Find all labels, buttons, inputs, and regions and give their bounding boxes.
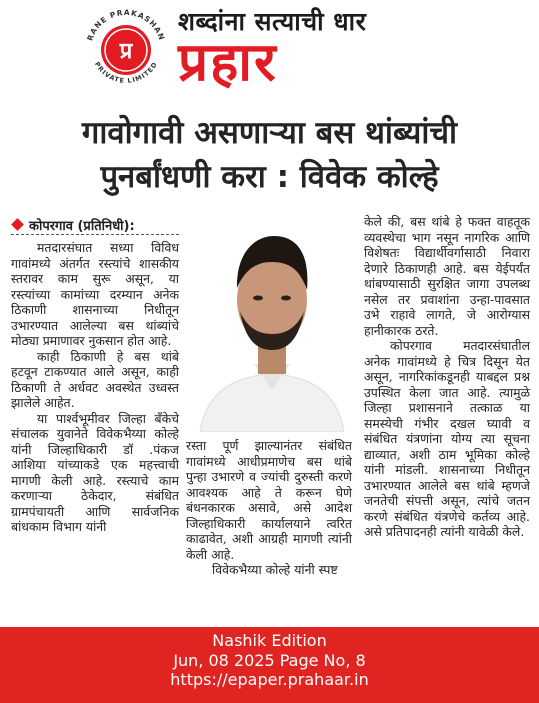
dateline (11, 216, 181, 234)
col2-paragraph: रस्ता पूर्ण झाल्यानंतर संबंधित गावांमध्ये आधीप्रमाणेच बस थांबे पुन्हा उभारणे व ज्यांची दुरुस्ती करणे आवश्यक आहे ते करून घेणे बंधनकारक असावे, असे आदेश जिल्हाधिकारी कार्यालयाने त्वरित काढावेत, अशी आग्रही मागणी त्यांनी केली आहे. (186, 438, 352, 562)
dateline-rule (11, 234, 179, 235)
col3-paragraph: केले की, बस थांबे हे फक्त वाहतूक व्यवस्थेचा भाग नसून नागरिक आणि विशेषतः विद्यार्थीवर्गासाठी निवारा देणारे ठिकाणही आहे. बस येईपर्यंत थांबण्यासाठी सुरक्षित जागा उपलब्ध नसेल तर प्रवाशांना उन्हा-पावसात उभे राहावे लागते, जे आरोग्यास हानीकारक ठरते. (364, 214, 530, 338)
svg-text:RANE PRAKASHAN: RANE PRAKASHAN (85, 7, 167, 42)
col1-paragraph: काही ठिकाणी हे बस थांबे हटवून टाकण्यात आले असून, काही ठिकाणी ते अर्धवट अवस्थेत उध्वस्त झालेले आहेत. (11, 348, 179, 410)
epaper-url[interactable]: https://epaper.prahaar.in (170, 670, 369, 689)
dateline-text: कोपरगाव (प्रतिनिधी): (29, 219, 135, 234)
masthead-brand: प्रहार (178, 32, 278, 93)
edition-footer (0, 627, 539, 703)
col3-paragraph: कोपरगाव मतदारसंघातील अनेक गावांमध्ये हे चित्र दिसून येत असून, नागरिकांकडूनही याबद्दल प्रश्न उपस्थित केला जात आहे. त्यामुळे जिल्हा प्रशासनाने तत्काळ या समस्येची गंभीर दखल घ्यावी व संबंधित यंत्रणांना योग्य त्या सूचना द्याव्यात, अशी ठाम भूमिका कोल्हे यांनी मांडली. शासनाच्या निधीतून उभारण्यात आलेले बस थांबे म्हणजे जनतेची संपत्ती असून, त्यांचे जतन करणे संबंधित यंत्रणेचे कर्तव्य आहे. असे प्रतिपादनही त्यांनी यावेळी केले. (364, 338, 530, 539)
svg-text:PRIVATE LIMITED: PRIVATE LIMITED (92, 60, 160, 85)
prahaar-logo (80, 4, 172, 96)
article-column-2 (186, 438, 352, 578)
headline-line-1: गावोगावी असणाऱ्या बस थांब्यांची (81, 115, 458, 151)
article-column-3 (364, 214, 530, 540)
headline-line-2: पुनर्बांधणी करा : विवेक कोल्हे (100, 159, 439, 195)
col1-paragraph: या पार्श्वभूमीवर जिल्हा बँकेचे संचालक युवानेते विवेकभैय्या कोल्हे यांनी जिल्हाधिकारी डॉ .पंकज आशिया यांच्याकडे एक महत्त्वाची मागणी केली आहे. रस्त्याचे काम करणाऱ्या ठेकेदार, संबंधित ग्रामपंचायती आणि सार्वजनिक बांधकाम विभाग यांनी (11, 410, 179, 534)
masthead-tagline: शब्दांना सत्याची धार (178, 7, 367, 36)
edition-date-page: Jun, 08 2025 Page No, 8 (173, 650, 366, 670)
article-column-1 (11, 240, 179, 535)
col1-paragraph: मतदारसंघात सध्या विविध गावांमध्ये अंतर्गत रस्त्यांचे शासकीय स्तरावर काम सुरू असून, या रस्त्यांच्या कामांच्या दरम्यान अनेक ठिकाणी शासनाच्या निधीतून उभारण्यात आलेल्या बस थांब्यांचे मोठ्या प्रमाणावर नुकसान होत आहे. (11, 240, 179, 348)
logo-glyph: प्र (119, 39, 133, 64)
edition-name: Nashik Edition (212, 631, 327, 650)
portrait-photo (192, 214, 352, 432)
diamond-icon (11, 218, 24, 231)
col2-paragraph: विवेकभैय्या कोल्हे यांनी स्पष्ट (212, 562, 338, 577)
